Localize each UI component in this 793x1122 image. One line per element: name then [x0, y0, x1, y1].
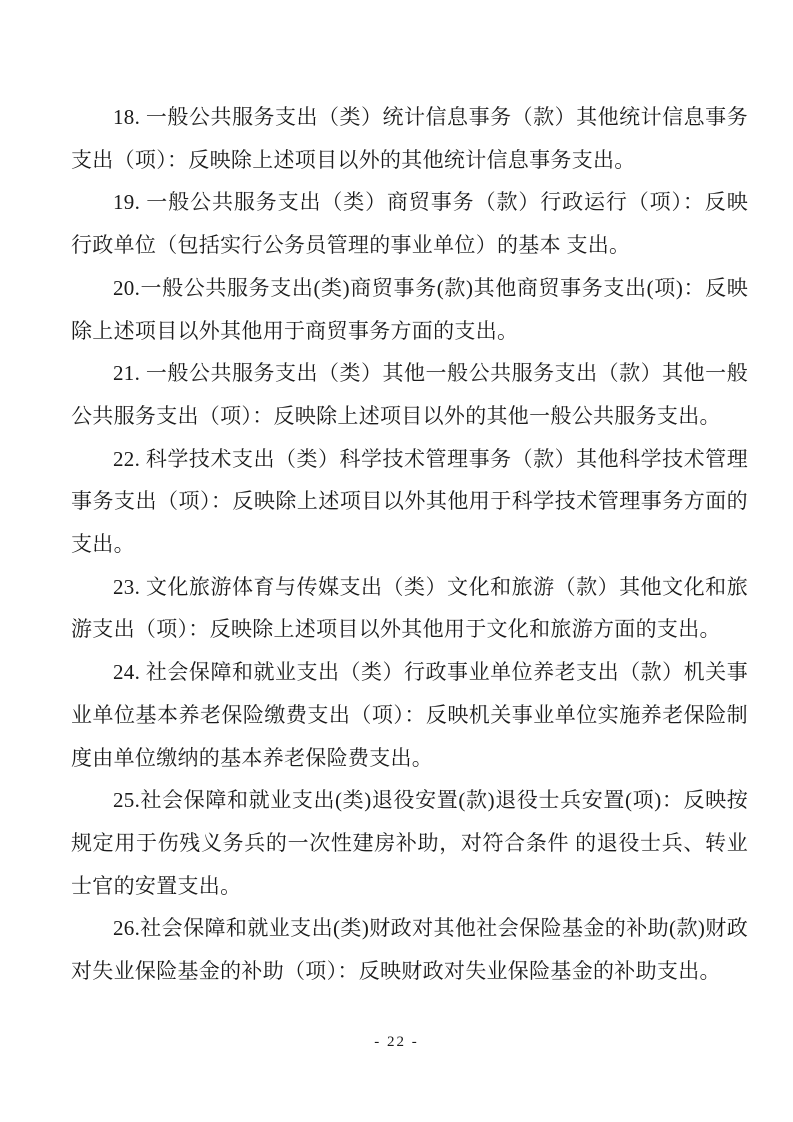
paragraph-24: 24. 社会保障和就业支出（类）行政事业单位养老支出（款）机关事业单位基本养老保险缴费支出（项）：反映机关事业单位实施养老保险制度由单位缴纳的基本养老保险费支出。 [71, 660, 748, 770]
paragraph-21: 21. 一般公共服务支出（类）其他一般公共服务支出（款）其他一般公共服务支出（项）：反映除上述项目以外的其他一般公共服务支出。 [71, 361, 748, 428]
paragraph-20: 20.一般公共服务支出(类)商贸事务(款)其他商贸事务支出(项)：反映除上述项目以外其他用于商贸事务方面的支出。 [71, 275, 748, 343]
paragraph-23: 23. 文化旅游体育与传媒支出（类）文化和旅游（款）其他文化和旅游支出（项）：反映除上述项目以外其他用于文化和旅游方面的支出。 [71, 574, 748, 642]
paragraph-22: 22. 科学技术支出（类）科学技术管理事务（款）其他科学技术管理事务支出（项）：反映除上述项目以外其他用于科学技术管理事务方面的支出。 [71, 446, 748, 557]
page-number: - 22 - [374, 1034, 419, 1050]
paragraph-18: 18. 一般公共服务支出（类）统计信息事务（款）其他统计信息事务支出（项）：反映除上述项目以外的其他统计信息事务支出。 [71, 105, 748, 172]
paragraph-19: 19. 一般公共服务支出（类）商贸事务（款）行政运行（项）：反映行政单位（包括实行公务员管理的事业单位）的基本 支出。 [71, 190, 748, 258]
paragraph-26: 26.社会保障和就业支出(类)财政对其他社会保险基金的补助(款)财政对失业保险基金的补助（项）：反映财政对失业保险基金的补助支出。 [71, 916, 748, 984]
document-body [71, 96, 748, 993]
paragraph-25: 25.社会保障和就业支出(类)退役安置(款)退役士兵安置(项)：反映按规定用于伤残义务兵的一次性建房补助，对符合条件 的退役士兵、转业士官的安置支出。 [71, 788, 748, 898]
